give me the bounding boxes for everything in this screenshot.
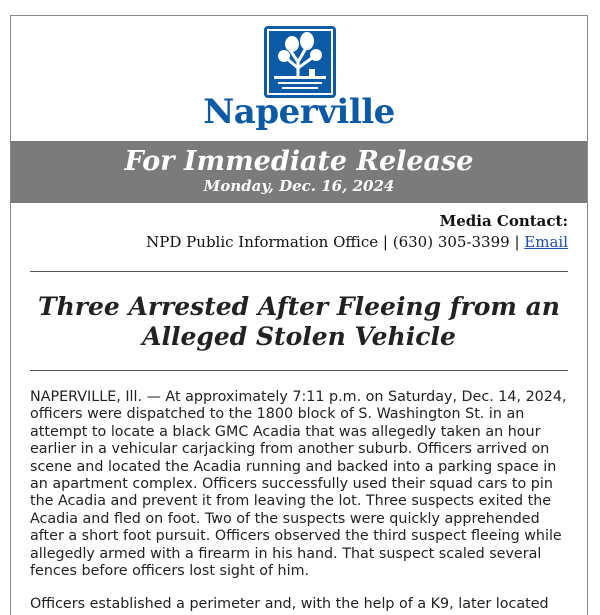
headline: Three Arrested After Fleeing from an Alleged Stolen Vehicle <box>38 292 560 351</box>
release-date: Monday, Dec. 16, 2024 <box>203 177 395 195</box>
media-contact-details: NPD Public Information Office | (630) 305-3399 | <box>146 233 525 251</box>
naperville-wordmark: Naperville <box>203 92 395 132</box>
media-contact <box>11 203 587 253</box>
article-paragraph: Officers established a perimeter and, with the help of a K9, later located <box>30 596 549 613</box>
article-body <box>11 371 587 614</box>
article-paragraph: NAPERVILLE, Ill. — At approximately 7:11 p.m. on Saturday, Dec. 14, 2024, officers were dispatched to the 1800 block of S. Washington St. in an attempt to locate a black GMC Acadia that was allegedly taken an hour earlier in a vehicular carjacking from another suburb. Officers arrived on scene and located the Acadia running and backed into a parking space in an apartment complex. Officers successfully used their squad cars to pin the Acadia and prevent it from leaving the lot. Three suspects exited the Acadia and fled on foot. Two of the suspects were quickly apprehended after a short foot pursuit. Officers observed the third suspect fleeing while allegedly armed with a firearm in his hand. That suspect scaled several fences before officers lost sight of him. <box>30 389 567 580</box>
press-release-frame <box>10 15 588 615</box>
logo-area <box>11 16 587 141</box>
media-contact-label: Media Contact: <box>439 212 568 230</box>
naperville-logo-icon <box>264 26 336 98</box>
email-link[interactable]: Email <box>524 233 568 251</box>
release-title: For Immediate Release <box>124 146 474 177</box>
release-banner <box>11 141 587 203</box>
